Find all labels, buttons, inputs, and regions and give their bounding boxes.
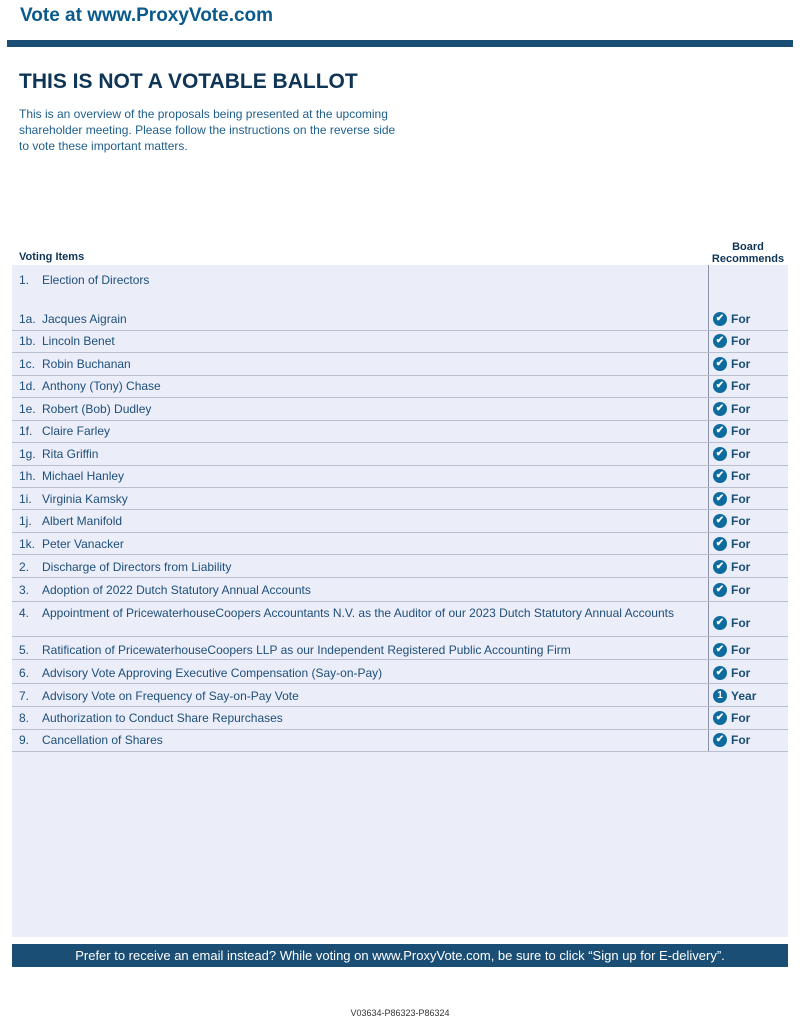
item-text: Claire Farley xyxy=(42,424,111,438)
item-text: Anthony (Tony) Chase xyxy=(42,379,161,393)
item-text: Advisory Vote on Frequency of Say-on-Pay Vote xyxy=(42,689,299,703)
item-number: 1i. xyxy=(19,492,32,506)
row-divider xyxy=(12,659,788,660)
item-number: 4. xyxy=(19,606,30,620)
recommendation xyxy=(713,447,750,461)
recommendation-label: For xyxy=(731,514,751,528)
item-text: Robin Buchanan xyxy=(42,357,131,371)
row-divider xyxy=(12,532,788,533)
recommendation-label: For xyxy=(731,424,751,438)
recommendation xyxy=(713,514,750,528)
row-divider xyxy=(12,577,788,578)
item-text: Discharge of Directors from Liability xyxy=(42,560,232,574)
item-text: Cancellation of Shares xyxy=(42,733,163,747)
row-divider xyxy=(12,729,788,730)
recommendation-label: For xyxy=(731,666,751,680)
recommendation xyxy=(713,424,750,438)
item-text: Ratification of PricewaterhouseCoopers LLP as our Independent Registered Public Accounting Firm xyxy=(42,643,571,657)
item-text: Virginia Kamsky xyxy=(42,492,128,506)
checkmark-icon: ✔ xyxy=(713,492,727,506)
row-divider xyxy=(12,509,788,510)
item-text: Robert (Bob) Dudley xyxy=(42,402,152,416)
item-number: 8. xyxy=(19,711,30,725)
item-text: Appointment of PricewaterhouseCoopers Accountants N.V. as the Auditor of our 2023 Dutch Statutory Annual Accounts xyxy=(42,606,674,620)
recommendation-label: For xyxy=(731,357,751,371)
header-rule xyxy=(7,40,793,47)
recommendation-label: Year xyxy=(731,689,757,703)
recommendation xyxy=(713,560,750,574)
recommendation-label: For xyxy=(731,583,751,597)
row-divider xyxy=(12,636,788,637)
recommendation-label: For xyxy=(731,492,751,506)
checkmark-icon: ✔ xyxy=(713,733,727,747)
document-id: V03634-P86323-P86324 xyxy=(350,1008,450,1018)
number-one-icon: 1 xyxy=(713,689,727,703)
checkmark-icon: ✔ xyxy=(713,312,727,326)
item-text: Rita Griffin xyxy=(42,447,99,461)
item-number: 1c. xyxy=(19,357,36,371)
item-text: Jacques Aigrain xyxy=(42,312,127,326)
item-number: 1g. xyxy=(19,447,36,461)
item-text: Advisory Vote Approving Executive Compensation (Say-on-Pay) xyxy=(42,666,383,680)
board-recommends-header: Board Recommends xyxy=(711,241,785,265)
header-title: Vote at www.ProxyVote.com xyxy=(20,5,274,26)
recommendation xyxy=(713,402,750,416)
item-text: Adoption of 2022 Dutch Statutory Annual Accounts xyxy=(42,583,311,597)
intro-text: This is an overview of the proposals being presented at the upcoming shareholder meeting. Please follow the instructions on the reverse side to vote these important matters. xyxy=(19,107,396,153)
recommendation xyxy=(713,711,750,725)
checkmark-icon: ✔ xyxy=(713,666,727,680)
checkmark-icon: ✔ xyxy=(713,583,727,597)
item-text: Peter Vanacker xyxy=(42,537,124,551)
checkmark-icon: ✔ xyxy=(713,357,727,371)
checkmark-icon: ✔ xyxy=(713,560,727,574)
recommendation xyxy=(713,379,750,393)
recommendation xyxy=(713,469,750,483)
row-divider xyxy=(12,601,788,602)
row-divider xyxy=(12,554,788,555)
row-divider xyxy=(12,683,788,684)
item-text: Albert Manifold xyxy=(42,514,123,528)
recommendation xyxy=(713,492,750,506)
item-number: 1k. xyxy=(19,537,36,551)
row-divider xyxy=(12,352,788,353)
recommendation xyxy=(713,616,750,630)
item-number: 7. xyxy=(19,689,30,703)
checkmark-icon: ✔ xyxy=(713,424,727,438)
item-number: 1b. xyxy=(19,334,36,348)
item-text: Lincoln Benet xyxy=(42,334,115,348)
recommendation xyxy=(713,733,750,747)
item-number: 1f. xyxy=(19,424,33,438)
voting-items-header: Voting Items xyxy=(19,251,85,263)
recommendation-label: For xyxy=(731,560,751,574)
item-number: 2. xyxy=(19,560,30,574)
checkmark-icon: ✔ xyxy=(713,711,727,725)
row-divider xyxy=(12,706,788,707)
item-number: 1a. xyxy=(19,312,36,326)
checkmark-icon: ✔ xyxy=(713,379,727,393)
recommendation xyxy=(713,357,750,371)
checkmark-icon: ✔ xyxy=(713,643,727,657)
recommendation-label: For xyxy=(731,537,751,551)
row-divider xyxy=(12,442,788,443)
item-number: 1h. xyxy=(19,469,36,483)
checkmark-icon: ✔ xyxy=(713,334,727,348)
checkmark-icon: ✔ xyxy=(713,402,727,416)
page-title: THIS IS NOT A VOTABLE BALLOT xyxy=(19,70,358,93)
row-divider xyxy=(12,330,788,331)
item-number: 3. xyxy=(19,583,30,597)
edelivery-banner: Prefer to receive an email instead? While voting on www.ProxyVote.com, be sure to click “Sign up for E-delivery”. xyxy=(12,944,788,967)
row-divider xyxy=(12,465,788,466)
recommendation-label: For xyxy=(731,447,751,461)
recommendation-label: For xyxy=(731,643,751,657)
item-number: 1j. xyxy=(19,514,32,528)
recommendation-label: For xyxy=(731,312,751,326)
checkmark-icon: ✔ xyxy=(713,447,727,461)
checkmark-icon: ✔ xyxy=(713,616,727,630)
item-text: Election of Directors xyxy=(42,273,150,287)
recommendation-label: For xyxy=(731,379,751,393)
item-number: 1e. xyxy=(19,402,36,416)
recommendation xyxy=(713,583,750,597)
item-text: Authorization to Conduct Share Repurchases xyxy=(42,711,283,725)
checkmark-icon: ✔ xyxy=(713,537,727,551)
recommendation xyxy=(713,312,750,326)
recommendation xyxy=(713,537,750,551)
row-divider xyxy=(12,420,788,421)
row-divider xyxy=(12,375,788,376)
recommendation xyxy=(713,643,750,657)
row-divider xyxy=(12,487,788,488)
item-number: 1. xyxy=(19,273,30,287)
recommendation-label: For xyxy=(731,733,751,747)
item-number: 6. xyxy=(19,666,30,680)
item-number: 5. xyxy=(19,643,30,657)
recommendation-label: For xyxy=(731,402,751,416)
recommendation xyxy=(713,334,750,348)
recommendation-label: For xyxy=(731,469,751,483)
recommendation xyxy=(713,666,750,680)
recommendation-label: For xyxy=(731,334,751,348)
recommendation xyxy=(713,689,756,703)
row-divider xyxy=(12,751,788,752)
recommendation-label: For xyxy=(731,711,751,725)
checkmark-icon: ✔ xyxy=(713,514,727,528)
checkmark-icon: ✔ xyxy=(713,469,727,483)
recommendation-label: For xyxy=(731,616,751,630)
item-number: 9. xyxy=(19,733,30,747)
item-text: Michael Hanley xyxy=(42,469,125,483)
item-number: 1d. xyxy=(19,379,36,393)
row-divider xyxy=(12,397,788,398)
